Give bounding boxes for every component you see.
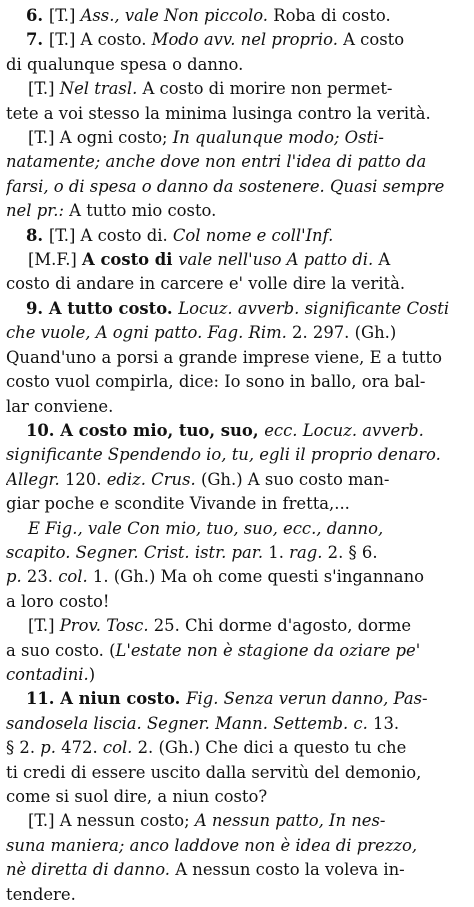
bold-text: 11. A niun costo.	[26, 689, 187, 709]
text-run: 472.	[55, 738, 103, 758]
text-line	[6, 834, 464, 858]
text-run: tete a voi stesso la minima lusinga contro la verità.	[6, 103, 431, 123]
text-line	[6, 370, 464, 394]
text-run: [T.]	[48, 6, 81, 25]
text-run: a suo costo. (	[6, 640, 116, 660]
text-run: costo di andare in carcere e' volle dire la verità.	[6, 274, 406, 294]
italic-text: rag.	[289, 542, 323, 562]
italic-text: nè diretta di danno.	[6, 860, 171, 880]
text-line	[6, 175, 464, 199]
italic-text: Allegr.	[6, 469, 60, 489]
italic-text: Ass., vale Non piccolo.	[80, 6, 269, 25]
text-run: lar conviene.	[6, 396, 114, 416]
text-line	[6, 858, 464, 882]
text-run: 1. (Gh.) Ma oh come questi s'ingannano	[87, 567, 425, 587]
bold-text: 7.	[26, 30, 49, 50]
bold-text: A costo di	[82, 250, 179, 270]
text-run: (Gh.) A suo costo man-	[195, 469, 390, 489]
text-run: [T.] A costo di.	[48, 225, 173, 245]
italic-text: Fig. Senza verun danno, Pas-	[186, 689, 428, 709]
text-run: 120.	[59, 469, 107, 489]
text-run: 13.	[367, 713, 400, 733]
text-run: A costo	[337, 30, 405, 50]
text-line	[6, 736, 464, 760]
text-line	[6, 761, 464, 785]
text-run: costo vuol compirla, dice: Io sono in ballo, ora bal-	[6, 372, 426, 392]
italic-text: che vuole, A ogni patto. Fag. Rim.	[6, 323, 287, 343]
italic-text: L'estate non è stagione da oziare pe'	[115, 640, 421, 660]
text-run: A nessun costo la voleva in-	[170, 860, 405, 880]
text-line	[6, 565, 464, 589]
text-run: 2. § 6.	[322, 542, 378, 562]
text-run: [T.] A costo.	[48, 30, 152, 50]
text-line	[6, 224, 464, 248]
italic-text: Locuz. avverb. significante Costi	[178, 298, 450, 318]
text-line	[6, 272, 464, 296]
text-line	[6, 53, 464, 77]
text-run: a loro costo!	[6, 591, 110, 611]
bold-text: 6.	[26, 6, 49, 25]
text-run: Roba di costo.	[268, 6, 391, 25]
italic-text: Prov. Tosc.	[59, 616, 149, 636]
italic-text: significante Spendendo io, tu, egli il proprio denaro.	[6, 445, 441, 465]
text-run: )	[88, 664, 96, 684]
italic-text: nel pr.:	[6, 201, 64, 221]
italic-text: In qualunque modo; Osti-	[172, 128, 384, 148]
italic-text: farsi, o di spesa o danno da sostenere. Quasi sempre	[6, 176, 445, 196]
text-line	[6, 590, 464, 614]
italic-text: Nel trasl.	[59, 79, 138, 99]
text-run: § 2.	[6, 738, 41, 758]
text-run: come si suol dire, a niun costo?	[6, 787, 268, 806]
italic-text: Modo avv. nel proprio.	[151, 30, 338, 50]
text-run: tendere.	[6, 884, 76, 904]
italic-text: scapito. Segner. Crist. istr. par.	[6, 542, 264, 562]
italic-text: col.	[102, 738, 133, 758]
text-line	[6, 346, 464, 370]
text-line	[6, 395, 464, 419]
italic-text: E Fig., vale Con mio, tuo, suo, ecc., danno,	[28, 518, 384, 538]
text-run: 1.	[263, 542, 290, 562]
italic-text: natamente; anche dove non entri l'idea di patto da	[6, 152, 427, 172]
italic-text: ecc. Locuz. avverb.	[264, 420, 424, 440]
text-run: 2. (Gh.) Che dici a questo tu che	[132, 738, 407, 758]
text-line	[6, 883, 464, 907]
text-run: [T.] A ogni costo;	[28, 128, 173, 148]
text-line	[6, 126, 464, 150]
text-line	[6, 77, 464, 101]
text-line	[6, 785, 464, 809]
text-line	[6, 150, 464, 174]
text-run: A tutto mio costo.	[63, 201, 217, 221]
text-run: [M.F.]	[28, 250, 83, 270]
text-line	[6, 639, 464, 663]
bold-text: 8.	[26, 225, 49, 245]
text-line	[6, 663, 464, 687]
text-run: A costo di morire non permet-	[137, 79, 393, 99]
italic-text: suna maniera; anco laddove non è idea di prezzo,	[6, 835, 418, 855]
text-line	[6, 248, 464, 272]
text-line	[6, 541, 464, 565]
text-run: ti credi di essere uscito dalla servitù del demonio,	[6, 762, 422, 782]
italic-text: p.	[6, 567, 22, 587]
text-line	[6, 28, 464, 52]
text-run: 2. 297. (Gh.)	[286, 323, 397, 343]
text-run: 23.	[21, 567, 59, 587]
text-line	[6, 468, 464, 492]
text-run: A	[373, 250, 391, 270]
text-line	[6, 102, 464, 126]
text-line	[6, 614, 464, 638]
bold-text: 10. A costo mio, tuo, suo,	[26, 420, 265, 440]
text-line	[6, 492, 464, 516]
text-line	[6, 4, 464, 28]
text-line	[6, 687, 464, 711]
italic-text: ediz. Crus.	[106, 469, 196, 489]
text-run: Quand'uno a porsi a grande imprese viene, E a tutto	[6, 347, 442, 367]
italic-text: contadini.	[6, 664, 89, 684]
text-line	[6, 443, 464, 467]
text-line	[6, 517, 464, 541]
italic-text: vale nell'uso A patto di.	[178, 250, 374, 270]
text-line	[6, 297, 464, 321]
italic-text: p.	[40, 738, 56, 758]
italic-text: col.	[58, 567, 88, 587]
italic-text: Col nome e coll'Inf.	[172, 225, 334, 245]
text-run: [T.] A nessun costo;	[28, 811, 195, 831]
bold-text: 9. A tutto costo.	[26, 298, 179, 318]
text-line	[6, 809, 464, 833]
text-run: 25. Chi dorme d'agosto, dorme	[148, 616, 412, 636]
italic-text: A nessun patto, In nes-	[194, 811, 386, 831]
text-line	[6, 419, 464, 443]
text-run: [T.]	[28, 616, 60, 636]
text-line	[6, 199, 464, 223]
italic-text: sandosela liscia. Segner. Mann. Settemb. c.	[6, 713, 368, 733]
text-line	[6, 712, 464, 736]
text-run: [T.]	[28, 79, 60, 99]
text-run: di qualunque spesa o danno.	[6, 54, 244, 74]
text-run: giar poche e scondite Vivande in fretta,...	[6, 494, 350, 514]
text-line	[6, 321, 464, 345]
